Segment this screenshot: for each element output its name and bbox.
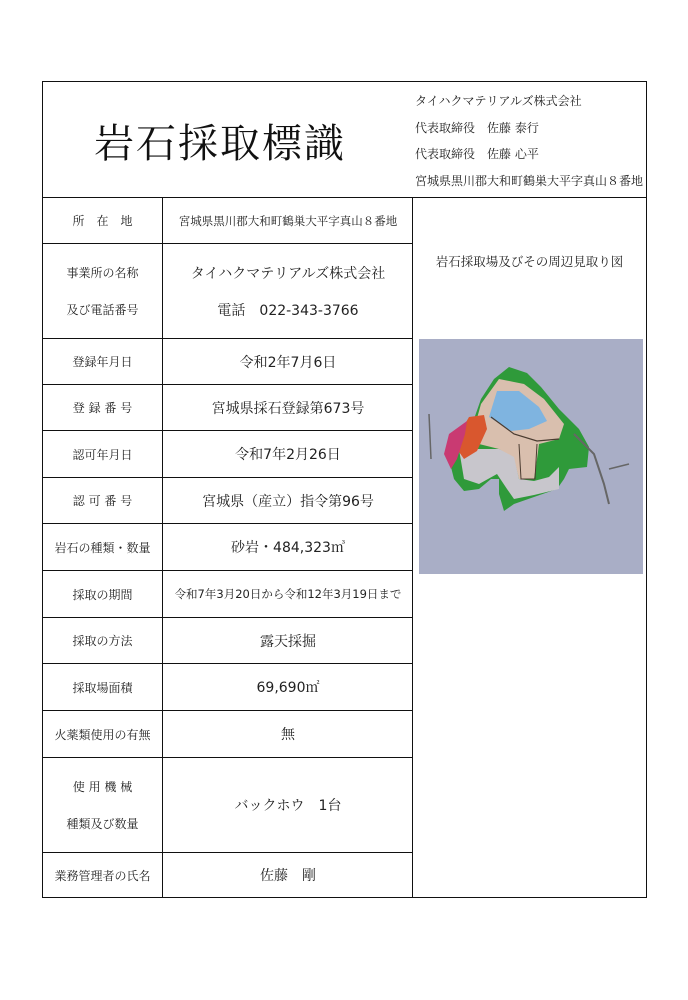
table-row-rock-type bbox=[43, 524, 413, 571]
row-value: 69,690㎡ bbox=[256, 680, 320, 696]
table-row-area bbox=[43, 664, 413, 711]
table-row-explosives bbox=[43, 711, 413, 758]
row-value: 宮城県黒川郡大和町鶴巣大平字真山８番地 bbox=[178, 213, 398, 228]
row-label: 業務管理者の氏名 bbox=[43, 853, 163, 897]
row-value: 令和7年2月26日 bbox=[235, 447, 341, 463]
table-row-method bbox=[43, 618, 413, 664]
table-row-registration-number bbox=[43, 385, 413, 431]
sign-header bbox=[43, 82, 646, 198]
row-label: 採取の方法 bbox=[43, 618, 163, 663]
map-title: 岩石採取場及びその周辺見取り図 bbox=[435, 254, 624, 269]
row-value: 佐藤 剛 bbox=[260, 868, 316, 884]
table-row-location bbox=[43, 198, 413, 244]
row-label-line2: 種類及び数量 bbox=[66, 817, 139, 831]
row-value: バックホウ 1台 bbox=[234, 798, 342, 814]
office-name: タイハクマテリアルズ株式会社 bbox=[190, 265, 386, 282]
site-map-image bbox=[419, 339, 643, 574]
row-value: 砂岩・484,323㎥ bbox=[231, 540, 345, 556]
row-label: 火薬類使用の有無 bbox=[43, 711, 163, 757]
table-row-machinery bbox=[43, 758, 413, 853]
row-label: 登 録 番 号 bbox=[43, 385, 163, 430]
sign-title: 岩石採取標識 bbox=[94, 120, 346, 167]
table-row-manager bbox=[43, 853, 413, 897]
site-map-panel bbox=[412, 198, 646, 897]
row-value: 露天採掘 bbox=[260, 633, 316, 650]
table-row-office bbox=[43, 244, 413, 339]
row-label bbox=[43, 244, 163, 338]
table-row-period bbox=[43, 571, 413, 618]
row-label: 採取の期間 bbox=[43, 571, 163, 617]
representative-2: 代表取締役 佐藤 心平 bbox=[415, 147, 539, 161]
row-value: 無 bbox=[281, 727, 295, 743]
table-row-approval-date bbox=[43, 431, 413, 478]
row-label bbox=[43, 758, 163, 852]
row-value: 令和2年7月6日 bbox=[239, 354, 337, 371]
row-value: 宮城県（産立）指令第96号 bbox=[202, 493, 374, 510]
row-label: 採取場面積 bbox=[43, 664, 163, 710]
office-phone: 電話 022-343-3766 bbox=[217, 302, 359, 319]
row-label-line1: 事業所の名称 bbox=[66, 266, 139, 280]
company-address: 宮城県黒川郡大和町鶴巣大平字真山８番地 bbox=[415, 173, 644, 188]
row-value bbox=[163, 244, 413, 338]
rock-extraction-sign bbox=[42, 81, 647, 898]
row-label-line1: 使 用 機 械 bbox=[72, 780, 133, 794]
table-row-registration-date bbox=[43, 339, 413, 385]
company-info bbox=[415, 88, 647, 194]
site-map-drawing bbox=[419, 339, 643, 574]
row-label: 登録年月日 bbox=[43, 339, 163, 384]
row-label: 所 在 地 bbox=[43, 198, 163, 243]
row-label: 認可年月日 bbox=[43, 431, 163, 477]
row-label-line2: 及び電話番号 bbox=[66, 303, 139, 317]
company-name: タイハクマテリアルズ株式会社 bbox=[415, 94, 582, 108]
row-label: 認 可 番 号 bbox=[43, 478, 163, 523]
representative-1: 代表取締役 佐藤 泰行 bbox=[415, 120, 539, 135]
table-row-approval-number bbox=[43, 478, 413, 524]
row-label: 岩石の種類・数量 bbox=[43, 524, 163, 570]
row-value: 宮城県採石登録第673号 bbox=[211, 400, 365, 417]
row-value: 令和7年3月20日から令和12年3月19日まで bbox=[174, 587, 402, 601]
